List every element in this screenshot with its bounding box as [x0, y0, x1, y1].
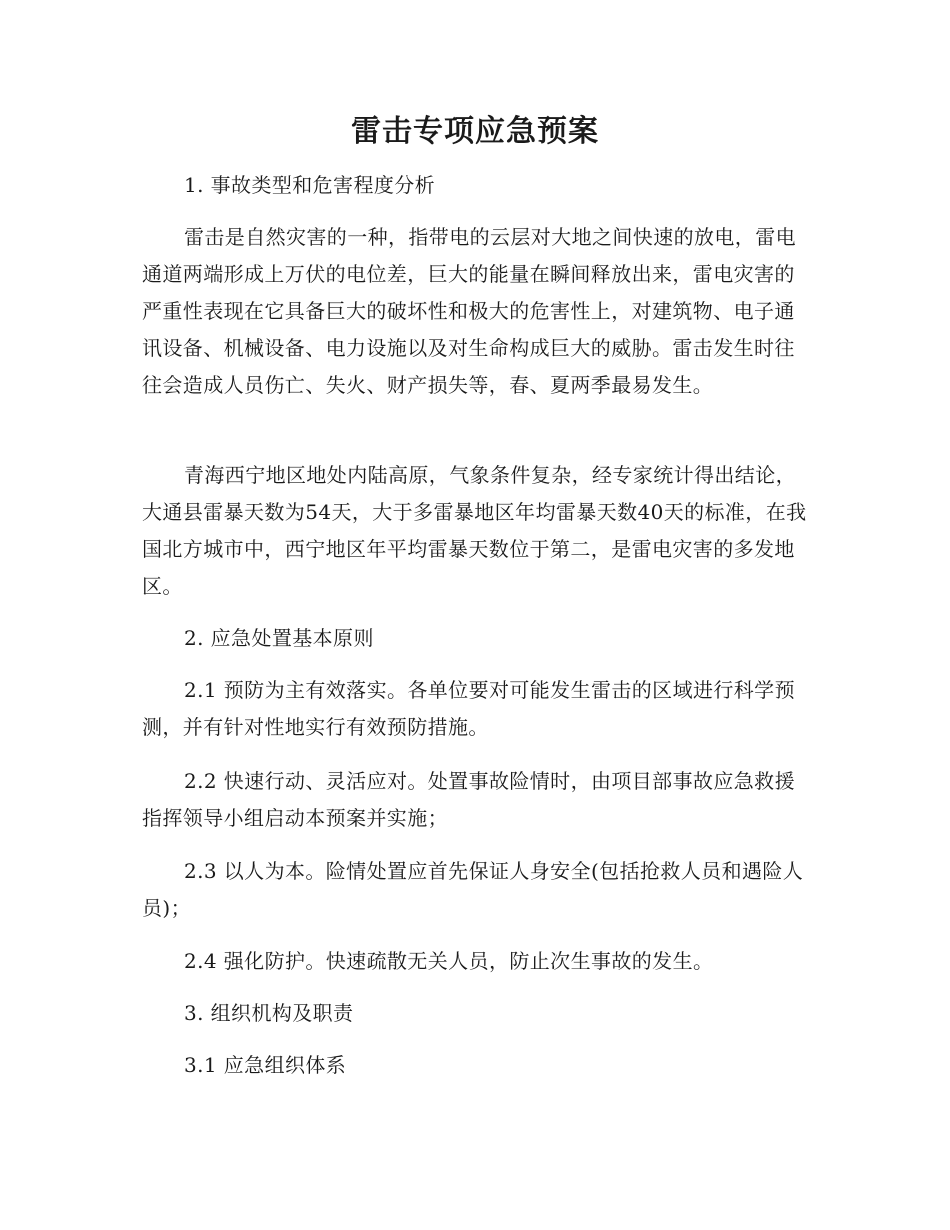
principle-2-3: 2.3 以人为本。险情处置应首先保证人身安全(包括抢救人员和遇险人员)；	[142, 859, 804, 920]
document-title: 雷击专项应急预案	[351, 114, 599, 149]
section-heading-1: 1. 事故类型和危害程度分析	[184, 173, 436, 197]
principle-2-2: 2.2 快速行动、灵活应对。处置事故险情时，由项目部事故应急救援指挥领导小组启动本预案并实施；	[142, 769, 795, 830]
subsection-heading-3-1: 3.1 应急组织体系	[184, 1053, 347, 1077]
paragraph-xining-climate: 青海西宁地区地处内陆高原，气象条件复杂，经专家统计得出结论，大通县雷暴天数为54天，大于多雷暴地区年均雷暴天数40天的标准，在我国北方城市中，西宁地区年平均雷暴天数位于第二，是雷电灾害的多发地区。	[142, 463, 807, 598]
principle-2-4: 2.4 强化防护。快速疏散无关人员，防止次生事故的发生。	[184, 949, 714, 973]
section-heading-3: 3. 组织机构及职责	[184, 1001, 354, 1025]
section-heading-2: 2. 应急处置基本原则	[184, 626, 374, 650]
paragraph-lightning-definition: 雷击是自然灾害的一种，指带电的云层对大地之间快速的放电，雷电通道两端形成上万伏的电位差，巨大的能量在瞬间释放出来，雷电灾害的严重性表现在它具备巨大的破坏性和极大的危害性上，对建筑物、电子通讯设备、机械设备、电力设施以及对生命构成巨大的威胁。雷击发生时往往会造成人员伤亡、失火、财产损失等，春、夏两季最易发生。	[142, 225, 796, 397]
principle-2-1: 2.1 预防为主有效落实。各单位要对可能发生雷击的区域进行科学预测，并有针对性地实行有效预防措施。	[142, 678, 795, 739]
